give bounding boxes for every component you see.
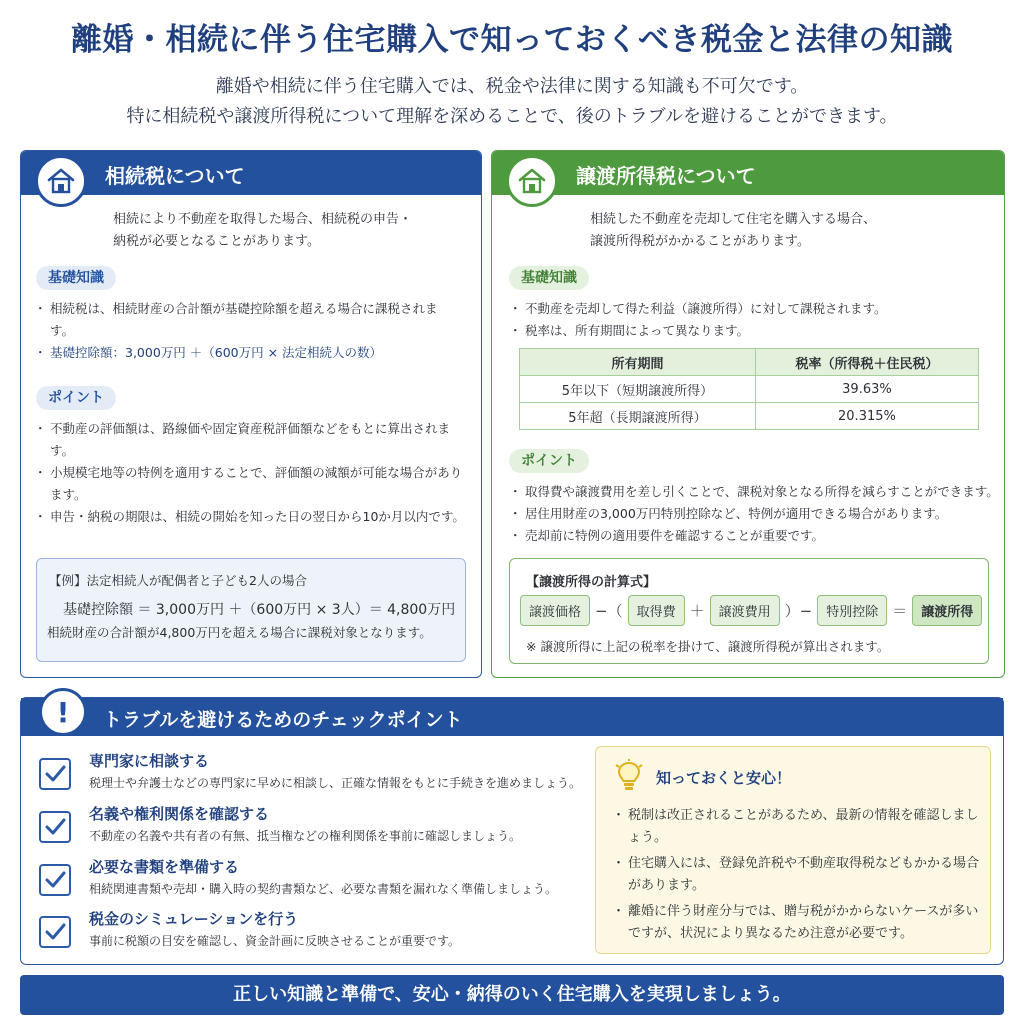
- transfer-basics-label: 基礎知識: [509, 266, 589, 290]
- inheritance-basics-list: [36, 298, 456, 364]
- list-item: ・ 不動産を売却して得た利益（譲渡所得）に対して課税されます。: [511, 298, 991, 320]
- checkpoint-item: [39, 856, 599, 906]
- inheritance-basics-label: 基礎知識: [36, 266, 116, 290]
- inheritance-example-box: [36, 558, 466, 662]
- example-title: 【例】法定相続人が配偶者と子ども2人の場合: [49, 573, 307, 588]
- term-transfer-cost: 譲渡費用: [710, 595, 780, 626]
- operator: −（: [595, 602, 623, 620]
- transfer-points-label: ポイント: [509, 449, 589, 473]
- tip-list: [614, 805, 984, 949]
- inheritance-intro-line1: 相続により不動産を取得した場合、相続税の申告・: [113, 212, 413, 227]
- checkpoint-title: 税金のシミュレーションを行う: [89, 910, 299, 928]
- table-row: [520, 403, 979, 430]
- lightbulb-icon: [614, 759, 644, 797]
- table-header-row: [520, 349, 979, 376]
- inheritance-points-label: ポイント: [36, 386, 116, 410]
- example-formula: 基礎控除額 ＝ 3,000万円 ＋（600万円 × 3人）＝ 4,800万円: [63, 602, 456, 618]
- calculation-formula-box: [509, 558, 989, 664]
- table-cell: 5年以下（短期譲渡所得）: [520, 376, 756, 403]
- checkpoint-item: [39, 750, 599, 800]
- table-header: 税率（所得税＋住民税）: [755, 349, 978, 376]
- exclamation-icon: !: [39, 688, 87, 736]
- operator: ）−: [784, 602, 813, 620]
- operator: ＋: [689, 602, 705, 620]
- checkpoints-title: トラブルを避けるためのチェックポイント: [103, 709, 463, 731]
- transfer-basics-list: [511, 298, 991, 342]
- transfer-intro-line1: 相続した不動産を売却して住宅を購入する場合、: [590, 212, 877, 227]
- checkpoint-item: [39, 803, 599, 853]
- transfer-tax-title: 譲渡所得税について: [576, 164, 756, 188]
- inheritance-intro: [113, 209, 412, 253]
- checkpoint-title: 名義や権利関係を確認する: [89, 805, 270, 823]
- inheritance-tax-header: [21, 151, 481, 195]
- tip-box: [595, 746, 991, 954]
- table-cell: 39.63%: [755, 376, 978, 403]
- list-item: ・ 不動産の評価額は、路線価や固定資産税評価額などをもとに算出されます。: [36, 418, 466, 462]
- inheritance-tax-panel: [20, 150, 482, 678]
- table-header: 所有期間: [520, 349, 756, 376]
- tax-rate-table: [519, 348, 979, 430]
- term-sale-price: 譲渡価格: [520, 595, 590, 626]
- transfer-points-list: [511, 481, 1001, 547]
- checkbox-icon: [39, 864, 71, 896]
- checkpoint-desc: 事前に税額の目安を確認し、資金計画に反映させることが重要です。: [89, 934, 461, 948]
- checkpoints-panel: [20, 697, 1004, 965]
- checkpoint-title: 専門家に相談する: [89, 752, 210, 770]
- inheritance-intro-line2: 納税が必要となることがあります。: [113, 234, 320, 249]
- term-transfer-income: 譲渡所得: [912, 595, 982, 626]
- calculation-formula: [520, 595, 982, 626]
- checkpoint-desc: 不動産の名義や共有者の有無、抵当権などの権利関係を事前に確認しましょう。: [89, 829, 522, 843]
- checkpoint-desc: 税理士や弁護士などの専門家に早めに相談し、正確な情報をもとに手続きを進めましょう。: [89, 776, 582, 790]
- list-item: ・ 申告・納税の期限は、相続の開始を知った日の翌日から10か月以内です。: [36, 506, 466, 528]
- list-item: ・ 小規模宅地等の特例を適用することで、評価額の減額が可能な場合があります。: [36, 462, 466, 506]
- list-item: ・ 基礎控除額：3,000万円 ＋（600万円 × 法定相続人の数）: [36, 342, 456, 364]
- transfer-intro: [590, 209, 876, 253]
- tip-title: 知っておくと安心！: [656, 769, 792, 787]
- list-item: ・ 離婚に伴う財産分与では、贈与税がかからないケースが多いですが、状況により異なるため注意が必要です。: [614, 901, 984, 945]
- checkbox-icon: [39, 916, 71, 948]
- house-icon: [35, 155, 87, 207]
- footer-banner: 正しい知識と準備で、安心・納得のいく住宅購入を実現しましょう。: [20, 975, 1004, 1015]
- house-icon: [506, 155, 558, 207]
- checkpoint-desc: 相続関連書類や売却・購入時の契約書類など、必要な書類を漏れなく準備しましょう。: [89, 882, 558, 896]
- list-item: ・ 税率は、所有期間によって異なります。: [511, 320, 991, 342]
- list-item: ・ 売却前に特例の適用要件を確認することが重要です。: [511, 525, 1001, 547]
- checkpoint-item: [39, 908, 599, 958]
- operator: ＝: [892, 602, 908, 620]
- table-cell: 5年超（長期譲渡所得）: [520, 403, 756, 430]
- table-cell: 20.315%: [755, 403, 978, 430]
- checkpoints-header: [21, 698, 1003, 736]
- checkpoint-title: 必要な書類を準備する: [89, 858, 240, 876]
- list-item: ・ 住宅購入には、登録免許税や不動産取得税などもかかる場合があります。: [614, 853, 984, 897]
- page-subtitle-line1: 離婚や相続に伴う住宅購入では、税金や法律に関する知識も不可欠です。: [215, 76, 809, 97]
- page-title: 離婚・相続に伴う住宅購入で知っておくべき税金と法律の知識: [71, 22, 953, 58]
- checkbox-icon: [39, 811, 71, 843]
- example-note: 相続財産の合計額が4,800万円を超える場合に課税対象となります。: [47, 625, 432, 640]
- list-item: ・ 相続税は、相続財産の合計額が基礎控除額を超える場合に課税されます。: [36, 298, 456, 342]
- list-item: ・ 取得費や譲渡費用を差し引くことで、課税対象となる所得を減らすことができます。: [511, 481, 1001, 503]
- inheritance-points-list: [36, 418, 466, 528]
- list-item: ・ 税制は改正されることがあるため、最新の情報を確認しましょう。: [614, 805, 984, 849]
- transfer-intro-line2: 譲渡所得税がかかることがあります。: [590, 234, 810, 249]
- transfer-tax-header: [492, 151, 1004, 195]
- term-special-deduction: 特別控除: [817, 595, 887, 626]
- page-subtitle-line2: 特に相続税や譲渡所得税について理解を深めることで、後のトラブルを避けることができます。: [126, 106, 898, 127]
- list-item: ・ 居住用財産の3,000万円特別控除など、特例が適用できる場合があります。: [511, 503, 1001, 525]
- transfer-tax-panel: [491, 150, 1005, 678]
- calculation-title: 【譲渡所得の計算式】: [526, 575, 657, 590]
- checkbox-icon: [39, 758, 71, 790]
- calculation-note: ※ 譲渡所得に上記の税率を掛けて、譲渡所得税が算出されます。: [526, 639, 890, 654]
- table-row: [520, 376, 979, 403]
- inheritance-tax-title: 相続税について: [105, 164, 245, 188]
- term-acquisition-cost: 取得費: [628, 595, 685, 626]
